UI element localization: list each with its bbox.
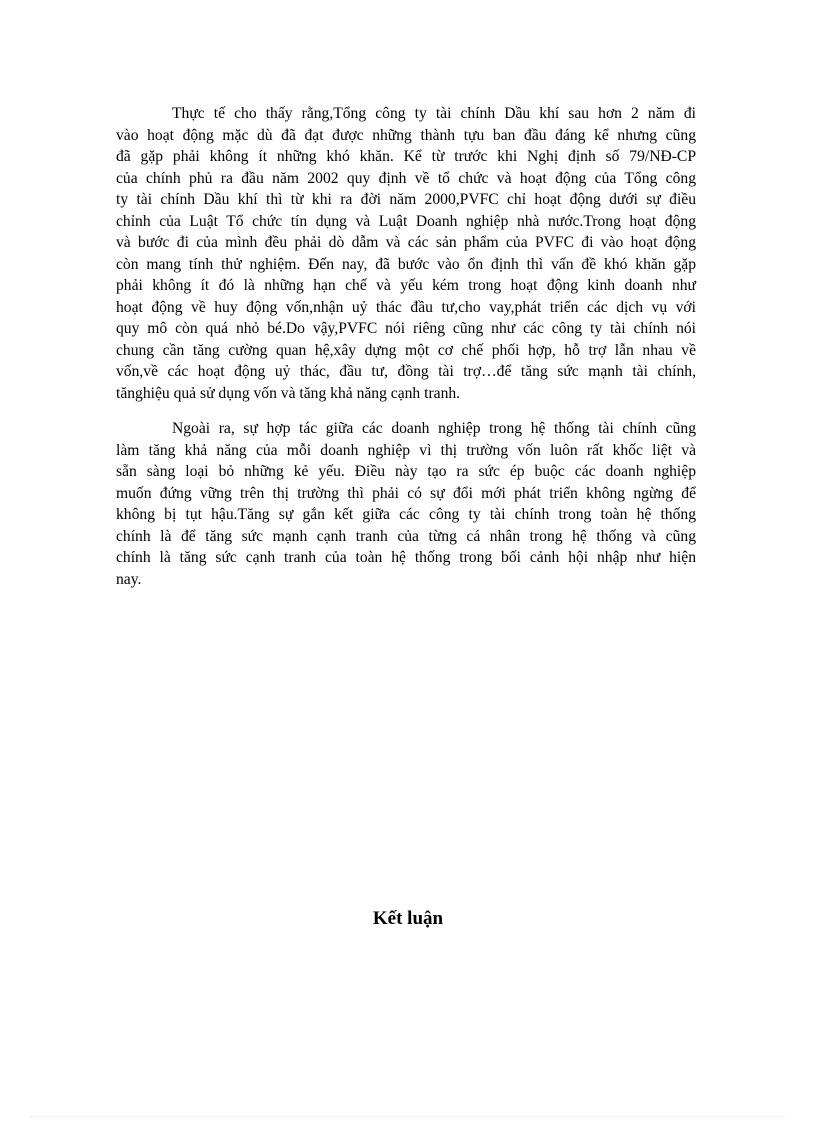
page-bottom-divider xyxy=(30,1116,786,1117)
text-line: chính là tăng sức cạnh tranh của toàn hệ thống trong bối cảnh hội nhập như hiện xyxy=(116,549,696,566)
text-line: quy mô còn quá nhỏ bé.Do vậy,PVFC nói riêng cũng như các công ty tài chính nói xyxy=(116,320,696,337)
text-line: phải không ít đó là những hạn chế và yếu kém trong hoạt động kinh doanh như xyxy=(116,277,696,294)
text-line: vào hoạt động mặc dù đã đạt được những thành tựu ban đầu đáng kể nhưng cũng xyxy=(116,126,696,144)
text-line: sẵn sàng loại bỏ những kẻ yếu. Điều này tạo ra sức ép buộc các doanh nghiệp xyxy=(116,463,696,480)
text-line: còn mang tính thử nghiệm. Đến nay, đã bước vào ổn định thì vấn đề khó khăn gặp xyxy=(116,255,696,273)
paragraph-1 xyxy=(116,103,696,404)
text-line: của chính phủ ra đầu năm 2002 quy định về tổ chức và hoạt động của Tổng công xyxy=(116,169,696,187)
paragraph-2 xyxy=(116,418,696,590)
text-line: ty tài chính Dầu khí thì từ khi ra đời năm 2000,PVFC chỉ hoạt động dưới sự điều xyxy=(116,191,696,208)
text-line: hoạt động về huy động vốn,nhận uỷ thác đầu tư,cho vay,phát triển các dịch vụ với xyxy=(116,298,696,316)
text-line: và bước đi của mình đều phải dò dẫm và các sản phẩm của PVFC đi vào hoạt động xyxy=(116,234,696,251)
text-line: làm tăng khả năng của mỗi doanh nghiệp vì thị trường vốn luôn rất khốc liệt và xyxy=(116,441,696,459)
text-line: Ngoài ra, sự hợp tác giữa các doanh nghiệp trong hệ thống tài chính cũng xyxy=(172,420,696,437)
section-heading: Kết luận xyxy=(372,908,444,929)
text-line: tănghiệu quả sử dụng vốn và tăng khả năng cạnh tranh. xyxy=(116,384,461,402)
text-line: vốn,về các hoạt động uỷ thác, đầu tư, đồng tài trợ…để tăng sức mạnh tài chính, xyxy=(116,363,696,380)
text-line: muốn đứng vững trên thị trường thì phải có sự đổi mới phát triển không ngừng để xyxy=(116,484,696,502)
text-line: Thực tế cho thấy rằng,Tổng công ty tài chính Dầu khí sau hơn 2 năm đi xyxy=(172,105,696,122)
text-line: chung cần tăng cường quan hệ,xây dựng một cơ chế phối hợp, hỗ trợ lẫn nhau về xyxy=(116,341,696,359)
text-line: nay. xyxy=(116,570,142,588)
text-line: đã gặp phải không ít những khó khăn. Kể từ trước khi Nghị định số 79/NĐ-CP xyxy=(116,148,696,165)
text-line: chỉnh của Luật Tổ chức tín dụng và Luật Doanh nghiệp nhà nước.Trong hoạt động xyxy=(116,212,696,230)
text-line: chính là để tăng sức mạnh cạnh tranh của từng cá nhân trong hệ thống và cũng xyxy=(116,527,696,545)
text-line: không bị tụt hậu.Tăng sự gắn kết giữa các công ty tài chính trong toàn hệ thống xyxy=(116,506,696,523)
